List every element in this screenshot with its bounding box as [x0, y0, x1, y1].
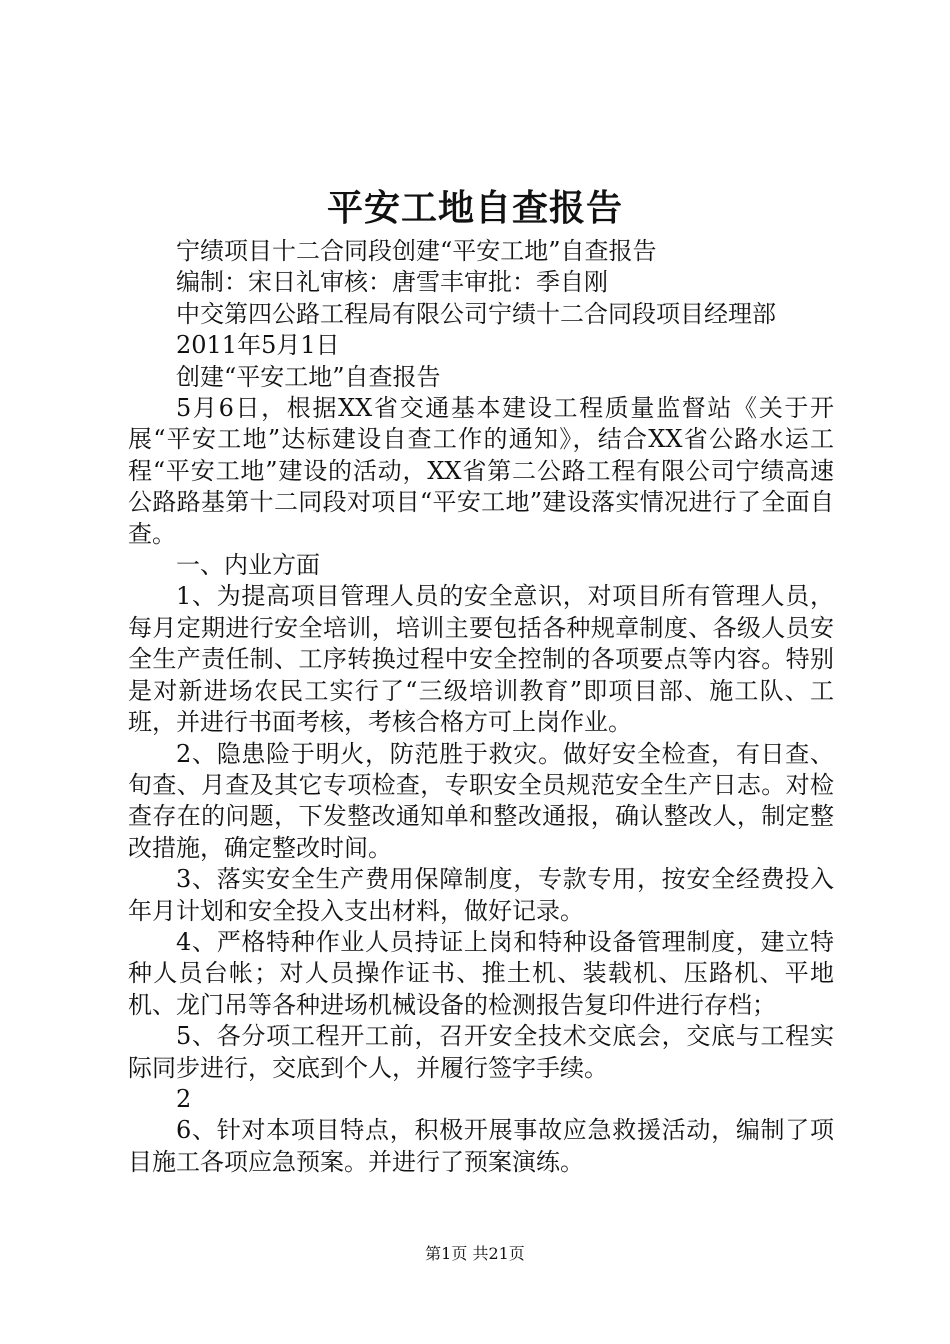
paragraph-item-4: 4、严格特种作业人员持证上岗和特种设备管理制度，建立特种人员台帐；对人员操作证书、推土机、装载机、压路机、平地机、龙门吊等各种进场机械设备的检测报告复印件进行存档；: [128, 927, 834, 1019]
paragraph-item-2: 2、隐患险于明火，防范胜于救灾。做好安全检查，有日查、旬查、月查及其它专项检查，专职安全员规范安全生产日志。对检查存在的问题，下发整改通知单和整改通报，确认整改人，制定整改措施，确定整改时间。: [128, 739, 834, 862]
section-heading-internal: 一、内业方面: [176, 551, 320, 580]
page-footer: 第1页 共21页: [425, 1244, 525, 1263]
paragraph-heading: 创建“平安工地”自查报告: [176, 362, 441, 391]
document-title: 平安工地自查报告: [326, 187, 623, 229]
paragraph-item-3: 3、落实安全生产费用保障制度，专款专用，按安全经费投入年月计划和安全投入支出材料，做好记录。: [128, 865, 834, 925]
paragraph-item-1: 1、为提高项目管理人员的安全意识，对项目所有管理人员，每月定期进行安全培训，培训主要包括各种规章制度、各级人员安全生产责任制、工序转换过程中安全控制的各项要点等内容。特别是对新进场农民工实行了“三级培训教育”即项目部、施工队、工班，并进行书面考核，考核合格方可上岗作业。: [128, 582, 834, 737]
document-body: [128, 236, 834, 1178]
paragraph-subtitle: 宁绩项目十二合同段创建“平安工地”自查报告: [176, 237, 657, 265]
paragraph-stray-number: 2: [176, 1084, 192, 1113]
paragraph-item-5: 5、各分项工程开工前，召开安全技术交底会，交底与工程实际同步进行，交底到个人，并履行签字手续。: [128, 1022, 834, 1082]
paragraph-organization: 中交第四公路工程局有限公司宁绩十二合同段项目经理部: [176, 299, 776, 328]
paragraph-intro: 5月6日，根据XX省交通基本建设工程质量监督站《关于开展“平安工地”达标建设自查工作的通知》，结合XX省公路水运工程“平安工地”建设的活动，XX省第二公路工程有限公司宁绩高速公路路基第十二同段对项目“平安工地”建设落实情况进行了全面自查。: [128, 394, 834, 548]
paragraph-authors: 编制：宋日礼审核：唐雪丰审批：季自刚: [176, 268, 608, 297]
paragraph-date: 2011年5月1日: [176, 331, 340, 360]
paragraph-item-6: 6、针对本项目特点，积极开展事故应急救援活动，编制了项目施工各项应急预案。并进行了预案演练。: [128, 1116, 834, 1176]
